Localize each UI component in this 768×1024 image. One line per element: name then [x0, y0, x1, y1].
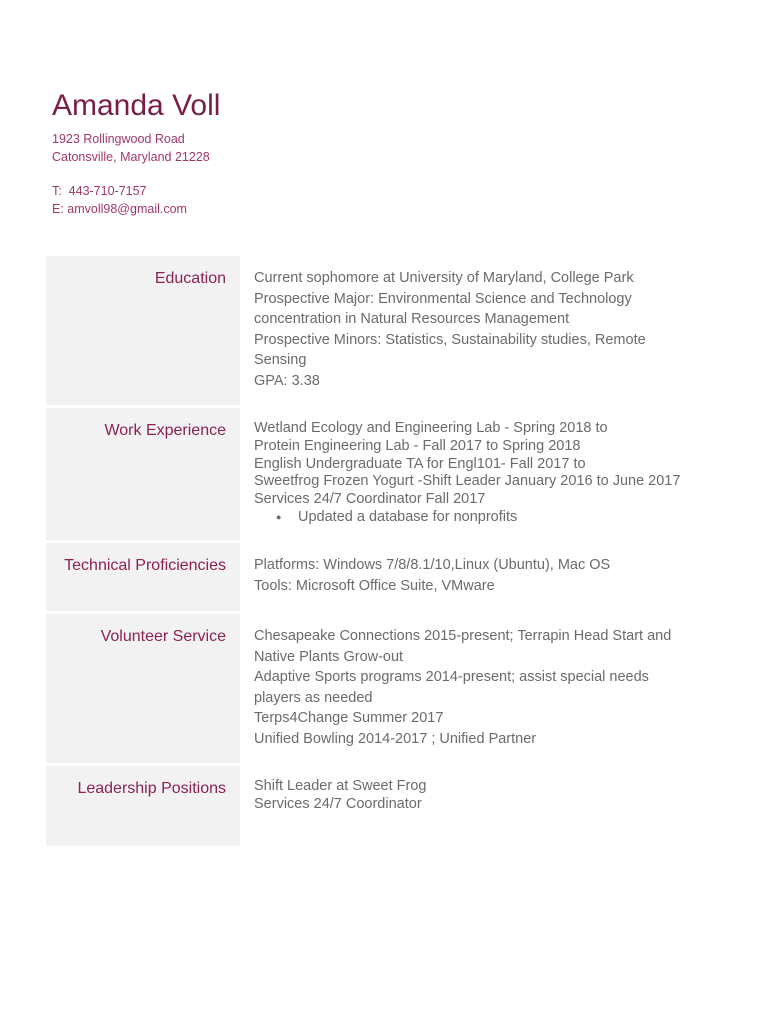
- section-label: Education: [46, 256, 240, 405]
- section-leadership-positions: [46, 766, 726, 846]
- section-content: [240, 408, 726, 540]
- bullet-list: [254, 509, 726, 527]
- content-line: Sensing: [254, 352, 307, 369]
- section-education: [46, 256, 726, 405]
- content-line: Platforms: Windows 7/8/8.1/10,Linux (Ubuntu), Mac OS: [254, 557, 611, 573]
- resume-table: [46, 256, 726, 846]
- content-line: Wetland Ecology and Engineering Lab - Spring 2018 to: [254, 420, 608, 436]
- content-line: Sweetfrog Frozen Yogurt -Shift Leader January 2016 to June 2017: [254, 473, 681, 490]
- section-technical-proficiencies: [46, 543, 726, 611]
- section-content: [240, 256, 726, 405]
- section-label: Volunteer Service: [46, 614, 240, 763]
- content-line: Tools: Microsoft Office Suite, VMware: [254, 577, 495, 594]
- phone-number: T: 443-710-7157: [52, 184, 147, 198]
- section-volunteer-service: [46, 614, 726, 763]
- content-line: players as needed: [254, 689, 373, 706]
- applicant-name: Amanda Voll: [52, 89, 221, 122]
- content-line: Current sophomore at University of Maryland, College Park: [254, 270, 634, 286]
- content-line: Terps4Change Summer 2017: [254, 710, 444, 727]
- resume-header: [52, 88, 220, 218]
- content-line: Shift Leader at Sweet Frog: [254, 778, 427, 794]
- bullet-item: ● Updated a database for nonprofits: [298, 509, 726, 527]
- content-line: Chesapeake Connections 2015-present; Terrapin Head Start and: [254, 628, 672, 644]
- section-label: Technical Proficiencies: [46, 543, 240, 611]
- content-line: Protein Engineering Lab - Fall 2017 to Spring 2018: [254, 437, 581, 454]
- content-line: GPA: 3.38: [254, 372, 320, 389]
- section-content: [240, 543, 726, 611]
- email-address[interactable]: E: amvoll98@gmail.com: [52, 202, 187, 216]
- content-line: Prospective Minors: Statistics, Sustainability studies, Remote: [254, 331, 646, 348]
- section-label: Work Experience: [46, 408, 240, 540]
- section-content: [240, 614, 726, 763]
- section-content: [240, 766, 726, 846]
- address-line-2: Catonsville, Maryland 21228: [52, 150, 210, 164]
- content-line: Prospective Major: Environmental Science and Technology: [254, 290, 632, 307]
- section-label: Leadership Positions: [46, 766, 240, 846]
- content-line: concentration in Natural Resources Management: [254, 311, 570, 328]
- content-line: Unified Bowling 2014-2017 ; Unified Partner: [254, 730, 537, 747]
- address-line-1: 1923 Rollingwood Road: [52, 132, 185, 146]
- content-line: Adaptive Sports programs 2014-present; assist special needs: [254, 669, 649, 686]
- content-line: Services 24/7 Coordinator: [254, 795, 422, 812]
- spacer: [52, 166, 220, 182]
- section-work-experience: [46, 408, 726, 540]
- content-line: Native Plants Grow-out: [254, 648, 404, 665]
- content-line: English Undergraduate TA for Engl101- Fall 2017 to: [254, 455, 586, 472]
- content-line: Services 24/7 Coordinator Fall 2017: [254, 491, 486, 508]
